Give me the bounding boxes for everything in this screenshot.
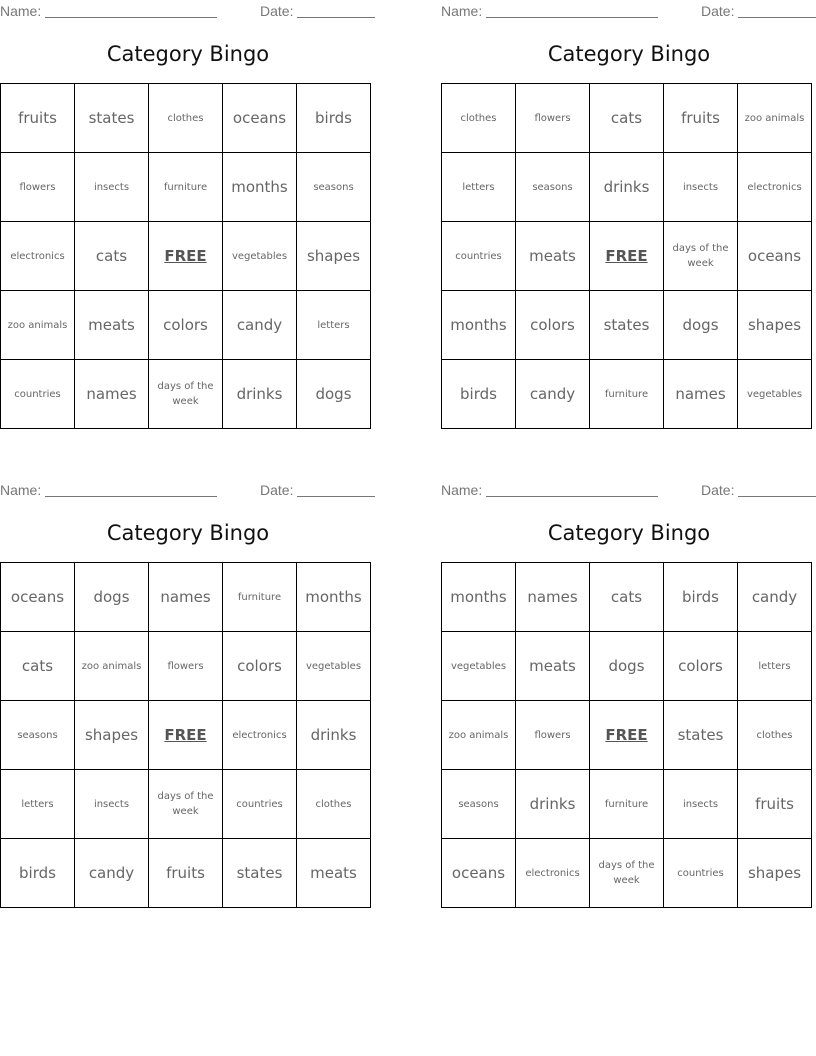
bingo-cell[interactable]: names [664,360,738,429]
bingo-cell[interactable]: candy [223,291,297,360]
bingo-row [442,770,812,839]
bingo-cell[interactable]: zoo animals [75,632,149,701]
date-field[interactable] [297,17,375,18]
bingo-cell[interactable]: clothes [738,701,812,770]
card-title: Category Bingo [547,42,711,66]
free-space[interactable]: FREE [590,222,664,291]
bingo-cell[interactable]: drinks [297,701,371,770]
bingo-cell[interactable]: zoo animals [442,701,516,770]
name-date-header [0,482,376,498]
name-date-header [0,3,376,19]
bingo-cell[interactable]: states [223,839,297,908]
bingo-row [1,632,371,701]
bingo-cell[interactable]: states [75,84,149,153]
free-space[interactable]: FREE [590,701,664,770]
bingo-cell[interactable]: zoo animals [1,291,75,360]
bingo-cell[interactable]: flowers [1,153,75,222]
bingo-cell[interactable]: cats [590,563,664,632]
bingo-cell[interactable]: candy [738,563,812,632]
bingo-cell[interactable]: candy [75,839,149,908]
date-label: Date: [260,3,294,19]
bingo-cell[interactable]: months [223,153,297,222]
bingo-cell[interactable]: zoo animals [738,84,812,153]
bingo-cell[interactable]: birds [664,563,738,632]
free-space[interactable]: FREE [149,222,223,291]
bingo-cell[interactable]: days of the week [590,839,664,908]
bingo-cell[interactable]: cats [590,84,664,153]
name-label: Name: [0,482,42,498]
bingo-cell[interactable]: colors [149,291,223,360]
bingo-cell[interactable]: oceans [738,222,812,291]
bingo-cell[interactable]: vegetables [223,222,297,291]
bingo-cell[interactable]: drinks [590,153,664,222]
bingo-cell[interactable]: furniture [590,770,664,839]
date-field[interactable] [297,496,375,497]
bingo-cell[interactable]: insects [664,770,738,839]
bingo-cell[interactable]: vegetables [297,632,371,701]
bingo-cell[interactable]: drinks [516,770,590,839]
bingo-cell[interactable]: electronics [223,701,297,770]
bingo-row [1,839,371,908]
date-label: Date: [701,482,735,498]
name-date-header [441,3,816,19]
bingo-cell[interactable]: names [516,563,590,632]
bingo-row [1,360,371,429]
bingo-cell[interactable]: insects [75,153,149,222]
bingo-row [1,84,371,153]
bingo-cell[interactable]: clothes [297,770,371,839]
bingo-cell[interactable]: vegetables [738,360,812,429]
bingo-cell[interactable]: countries [223,770,297,839]
bingo-cell[interactable]: oceans [1,563,75,632]
bingo-cell[interactable]: dogs [75,563,149,632]
bingo-grid [441,83,812,429]
bingo-row [442,632,812,701]
bingo-cell[interactable]: flowers [149,632,223,701]
bingo-cell[interactable]: names [149,563,223,632]
bingo-row [1,153,371,222]
bingo-cell[interactable]: meats [516,222,590,291]
bingo-cell[interactable]: colors [664,632,738,701]
bingo-cell[interactable]: electronics [516,839,590,908]
name-label: Name: [441,3,483,19]
bingo-cell[interactable]: fruits [149,839,223,908]
bingo-row [442,153,812,222]
bingo-row [442,360,812,429]
bingo-cell[interactable]: seasons [1,701,75,770]
bingo-cell[interactable]: cats [1,632,75,701]
bingo-cell[interactable]: cats [75,222,149,291]
bingo-cell[interactable]: colors [516,291,590,360]
name-label: Name: [441,482,483,498]
bingo-cell[interactable]: shapes [297,222,371,291]
bingo-row [442,839,812,908]
bingo-cell[interactable]: fruits [664,84,738,153]
bingo-grid [441,562,812,908]
bingo-cell[interactable]: vegetables [442,632,516,701]
card-title: Category Bingo [547,521,711,545]
name-label: Name: [0,3,42,19]
bingo-cell[interactable]: states [590,291,664,360]
bingo-cell[interactable]: clothes [149,84,223,153]
bingo-cell[interactable]: birds [297,84,371,153]
bingo-cell[interactable]: days of the week [149,770,223,839]
bingo-cell[interactable]: months [442,563,516,632]
bingo-cell[interactable]: days of the week [664,222,738,291]
bingo-cell[interactable]: letters [442,153,516,222]
bingo-cell[interactable]: furniture [149,153,223,222]
bingo-cell[interactable]: meats [516,632,590,701]
name-date-header [441,482,816,498]
bingo-row [1,222,371,291]
date-label: Date: [701,3,735,19]
bingo-cell[interactable]: countries [1,360,75,429]
date-field[interactable] [738,17,816,18]
bingo-cell[interactable]: dogs [590,632,664,701]
bingo-cell[interactable]: seasons [297,153,371,222]
bingo-cell[interactable]: countries [442,222,516,291]
bingo-grid [0,562,371,908]
bingo-row [1,770,371,839]
bingo-row [1,701,371,770]
bingo-row [442,84,812,153]
bingo-cell[interactable]: countries [664,839,738,908]
bingo-cell[interactable]: letters [738,632,812,701]
card-title: Category Bingo [106,521,270,545]
bingo-row [1,563,371,632]
bingo-cell[interactable]: candy [516,360,590,429]
bingo-cell[interactable]: flowers [516,701,590,770]
bingo-cell[interactable]: furniture [223,563,297,632]
date-label: Date: [260,482,294,498]
bingo-cell[interactable]: seasons [516,153,590,222]
bingo-row [442,701,812,770]
bingo-grid [0,83,371,429]
bingo-cell[interactable]: months [442,291,516,360]
bingo-row [442,222,812,291]
bingo-cell[interactable]: insects [75,770,149,839]
bingo-row [442,563,812,632]
free-space[interactable]: FREE [149,701,223,770]
name-field[interactable] [45,496,217,497]
bingo-cell[interactable]: dogs [664,291,738,360]
bingo-cell[interactable]: oceans [442,839,516,908]
bingo-cell[interactable]: meats [75,291,149,360]
bingo-cell[interactable]: meats [297,839,371,908]
bingo-row [1,291,371,360]
bingo-cell[interactable]: letters [297,291,371,360]
bingo-cell[interactable]: birds [442,360,516,429]
bingo-cell[interactable]: shapes [738,291,812,360]
bingo-cell[interactable]: dogs [297,360,371,429]
name-field[interactable] [45,17,217,18]
bingo-cell[interactable]: fruits [1,84,75,153]
bingo-cell[interactable]: insects [664,153,738,222]
bingo-cell[interactable]: shapes [75,701,149,770]
bingo-cell[interactable]: oceans [223,84,297,153]
bingo-cell[interactable]: names [75,360,149,429]
bingo-cell[interactable]: seasons [442,770,516,839]
name-field[interactable] [486,496,658,497]
bingo-row [442,291,812,360]
bingo-cell[interactable]: flowers [516,84,590,153]
bingo-cell[interactable]: drinks [223,360,297,429]
bingo-cell[interactable]: electronics [738,153,812,222]
name-field[interactable] [486,17,658,18]
bingo-cell[interactable]: birds [1,839,75,908]
bingo-cell[interactable]: colors [223,632,297,701]
bingo-cell[interactable]: letters [1,770,75,839]
bingo-cell[interactable]: furniture [590,360,664,429]
card-title: Category Bingo [106,42,270,66]
bingo-cell[interactable]: clothes [442,84,516,153]
bingo-cell[interactable]: fruits [738,770,812,839]
bingo-cell[interactable]: electronics [1,222,75,291]
bingo-cell[interactable]: days of the week [149,360,223,429]
bingo-cell[interactable]: shapes [738,839,812,908]
bingo-cell[interactable]: states [664,701,738,770]
date-field[interactable] [738,496,816,497]
bingo-cell[interactable]: months [297,563,371,632]
